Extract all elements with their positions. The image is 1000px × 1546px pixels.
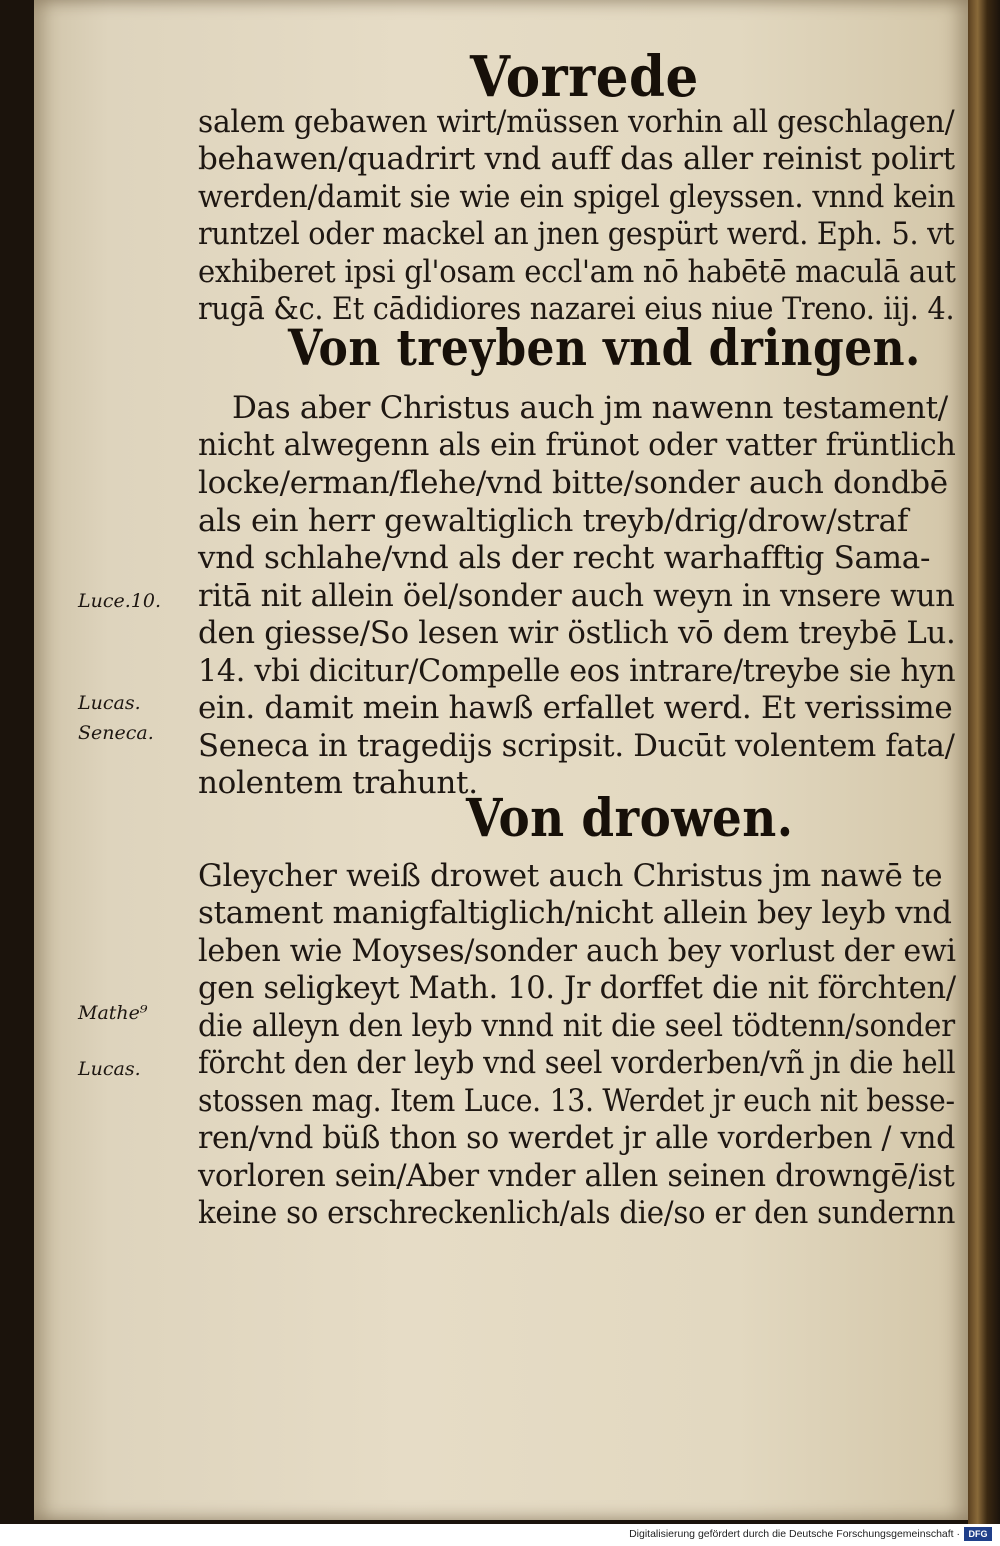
text-line: Seneca in tragedijs scripsit. Ducūt volentem fata/ — [198, 728, 955, 764]
text-line: gen seligkeyt Math. 10. Jr dorffet die nit förchten/ — [198, 970, 956, 1006]
text-line: die alleyn den leyb vnnd nit die seel tödtenn/sonder — [198, 1008, 955, 1044]
text-line: den giesse/So lesen wir östlich vō dem treybē Lu. — [198, 615, 956, 651]
text-line: keine so erschreckenlich/als die/so er den sundernn — [198, 1195, 956, 1231]
page-edge — [968, 0, 1000, 1524]
text-line: werden/damit sie wie ein spigel gleyssen. vnnd kein — [198, 179, 956, 215]
text-line: runtzel oder mackel an jnen gespürt werd. Eph. 5. vt — [198, 216, 955, 252]
text-line: nicht alwegenn als ein frünot oder vatter früntlich — [198, 427, 956, 463]
text-line: förcht den der leyb vnd seel vorderben/vñ jn die hell — [198, 1045, 956, 1081]
text-line: locke/erman/flehe/vnd bitte/sonder auch dondbē — [198, 465, 948, 501]
text-line: vnd schlahe/vnd als der recht warhafftig Sama- — [198, 540, 931, 576]
margin-note: Mathe⁹ — [78, 1002, 148, 1024]
section-heading-drowen: Von drowen. — [466, 788, 794, 849]
text-line: stossen mag. Item Luce. 13. Werdet jr euch nit besse- — [198, 1083, 955, 1119]
text-line: salem gebawen wirt/müssen vorhin all geschlagen/ — [198, 104, 955, 140]
margin-note: Seneca. — [78, 722, 154, 744]
funding-notice: Digitalisierung gefördert durch die Deutsche Forschungsgemeinschaft · — [629, 1528, 960, 1540]
text-line: stament manigfaltiglich/nicht allein bey leyb vnd — [198, 895, 952, 931]
dfg-logo-icon: DFG — [964, 1527, 992, 1541]
text-line: ein. damit mein hawß erfallet werd. Et verissime — [198, 690, 953, 726]
running-head: Vorrede — [470, 44, 699, 110]
margin-note: Lucas. — [78, 1058, 141, 1080]
text-line: als ein herr gewaltiglich treyb/drig/drow/straf — [198, 503, 909, 539]
text-line: leben wie Moyses/sonder auch bey vorlust der ewi — [198, 933, 956, 969]
text-line: rugā &c. Et cādidiores nazarei eius niue Treno. iij. 4. — [198, 291, 955, 327]
footer-bar — [0, 1524, 1000, 1546]
text-line: 14. vbi dicitur/Compelle eos intrare/treybe sie hyn — [198, 653, 956, 689]
text-line: ritā nit allein öel/sonder auch weyn in vnsere wun — [198, 578, 955, 614]
margin-note: Luce.10. — [78, 590, 161, 612]
text-line: exhiberet ipsi gl'osam eccl'am nō habētē maculā aut — [198, 254, 956, 290]
text-line: Das aber Christus auch jm nawenn testament/ — [232, 390, 948, 426]
text-line: behawen/quadrirt vnd auff das aller reinist polirt — [198, 141, 955, 177]
text-line: ren/vnd büß thon so werdet jr alle vorderben / vnd — [198, 1120, 956, 1156]
text-line: vorloren sein/Aber vnder allen seinen drowngē/ist — [198, 1158, 955, 1194]
margin-note: Lucas. — [78, 692, 141, 714]
section-heading-treyben: Von treyben vnd dringen. — [288, 318, 921, 377]
text-line: nolentem trahunt. — [198, 765, 478, 801]
text-line: Gleycher weiß drowet auch Christus jm nawē te — [198, 858, 943, 894]
